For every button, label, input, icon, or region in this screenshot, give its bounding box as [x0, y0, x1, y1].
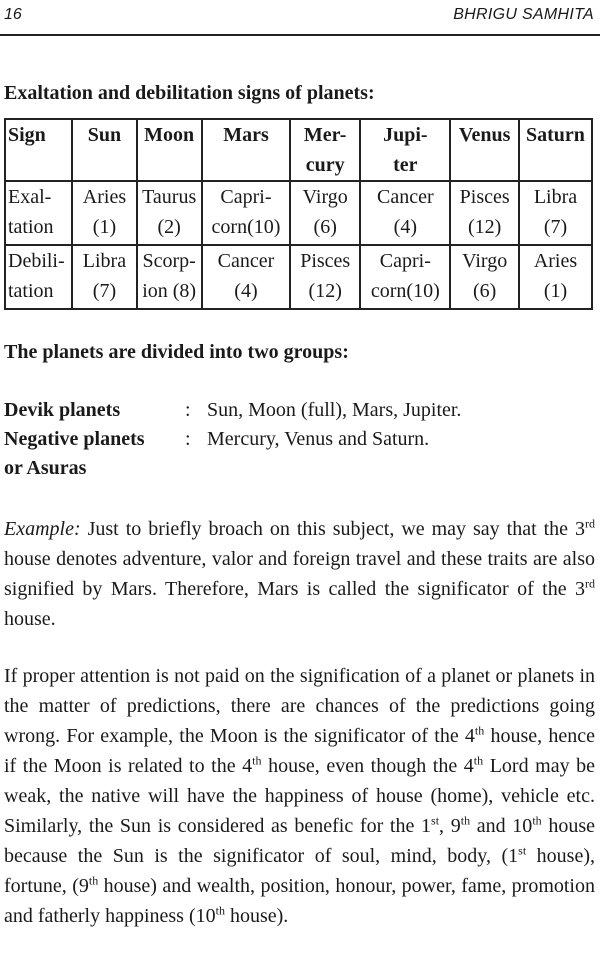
table-cell: Cancer (4): [202, 245, 290, 309]
table-header-cell: Mer- cury: [290, 119, 360, 181]
exaltation-table: [4, 118, 593, 310]
group-value: Mercury, Venus and Saturn.: [207, 428, 430, 450]
table-cell: Virgo (6): [290, 181, 360, 245]
table-header-cell: Sign: [5, 119, 72, 181]
group-colon: :: [185, 428, 191, 450]
example-paragraph: Example: Just to briefly broach on this subject, we may say that the 3rd house denotes adventure, valor and foreign travel and these traits are also signified by Mars. Therefore, Mars is called the significator of the 3rd house.: [4, 516, 595, 630]
table-header-row: [5, 119, 592, 181]
table-cell: Pisces (12): [290, 245, 360, 309]
table-header-cell: Saturn: [519, 119, 592, 181]
row-label: Exal- tation: [5, 181, 72, 245]
group-colon: :: [185, 399, 191, 421]
planet-groups-heading: The planets are divided into two groups:: [4, 341, 349, 363]
example-lead: Example:: [4, 518, 81, 540]
table-row: [5, 245, 592, 309]
table-cell: Taurus (2): [137, 181, 202, 245]
signification-paragraph: If proper attention is not paid on the signification of a planet or planets in the matter of predictions, there are chances of the predictions going wrong. For example, the Moon is the significator of the 4th house, hence if the Moon is related to the 4th house, even though the 4th Lord may be weak, the native will have the happiness of house (home), vehicle etc. Similarly, the Sun is considered as benefic for the 1st, 9th and 10th house because the Sun is the significator of soul, mind, body, (1st house), fortune, (9th house) and wealth, position, honour, power, fame, promotion and fatherly happiness (10th house).: [4, 665, 596, 927]
table-header-cell: Sun: [72, 119, 136, 181]
table-cell: Pisces (12): [450, 181, 519, 245]
table-cell: Aries (1): [519, 245, 592, 309]
table-cell: Aries (1): [72, 181, 136, 245]
table-row: [5, 181, 592, 245]
group-label-continued: or Asuras: [4, 457, 87, 479]
running-header: [0, 0, 600, 36]
table-cell: Scorp- ion (8): [137, 245, 202, 309]
group-label: Devik planets: [4, 399, 121, 421]
page-number: 16: [4, 6, 22, 23]
table-cell: Libra (7): [72, 245, 136, 309]
table-header-cell: Jupi- ter: [360, 119, 450, 181]
table-cell: Virgo (6): [450, 245, 519, 309]
book-title: BHRIGU SAMHITA: [453, 6, 594, 23]
table-cell: Cancer (4): [360, 181, 450, 245]
table-header-cell: Moon: [137, 119, 202, 181]
table-header-cell: Venus: [450, 119, 519, 181]
exaltation-heading: Exaltation and debilitation signs of planets:: [4, 82, 375, 104]
table-cell: Libra (7): [519, 181, 592, 245]
row-label: Debili- tation: [5, 245, 72, 309]
table-cell: Capri- corn(10): [202, 181, 290, 245]
table-cell: Capri- corn(10): [360, 245, 450, 309]
table-header-cell: Mars: [202, 119, 290, 181]
group-value: Sun, Moon (full), Mars, Jupiter.: [207, 399, 462, 421]
group-label: Negative planets: [4, 428, 145, 450]
